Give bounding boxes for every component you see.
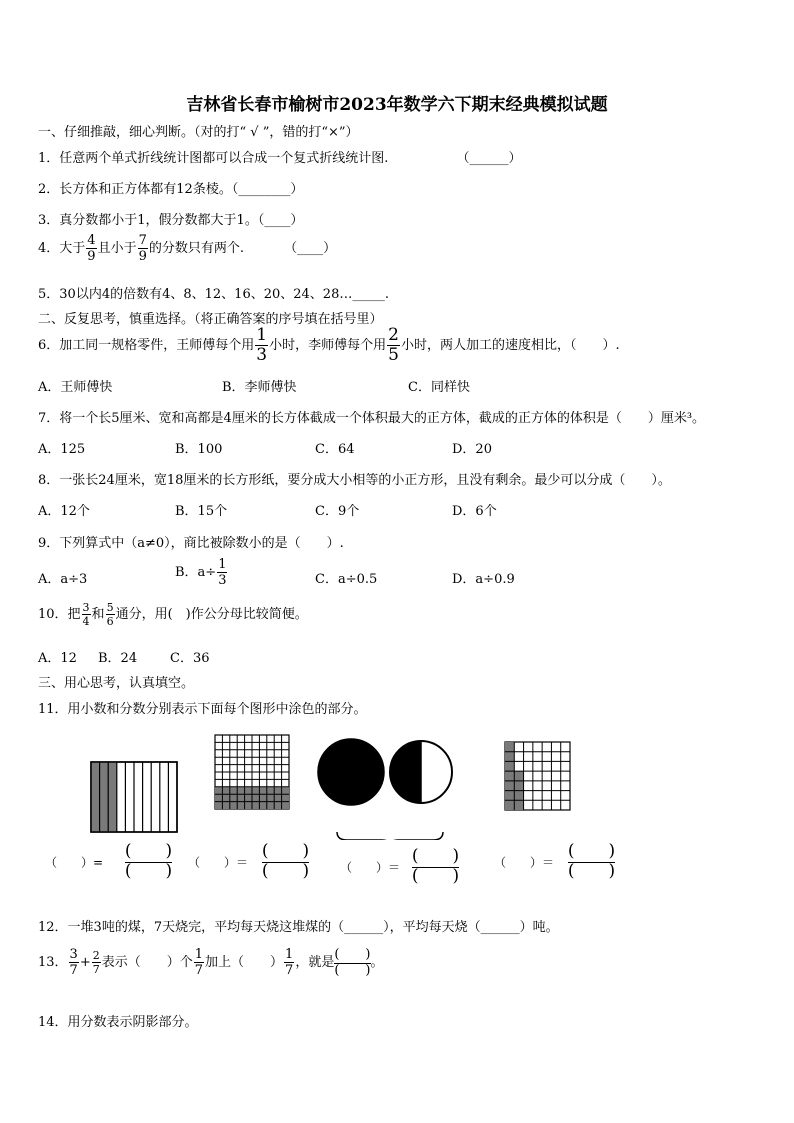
- answer-blank-1[interactable]: （ ）= $\frac{( )}{( )}$: [45, 841, 173, 881]
- question-2: 2．长方体和正方体都有12条棱。（________）: [38, 182, 304, 197]
- question-14: 14．用分数表示阴影部分。: [38, 1015, 198, 1030]
- answer-fraction-blank[interactable]: $\frac{( )}{( )}$: [334, 947, 371, 978]
- fraction: $\frac{1}{7}$: [285, 947, 294, 979]
- option-b[interactable]: B．100: [175, 442, 223, 457]
- option-d[interactable]: D．a÷0.9: [452, 572, 515, 587]
- fraction: $\frac{2}{7}$: [92, 949, 100, 977]
- fraction: $\frac{5}{6}$: [106, 601, 114, 628]
- question-8: 8．一张长24厘米，宽18厘米的长方形纸，要分成大小相等的小正方形，且没有剩余。最少可以分成（ ）。: [38, 473, 671, 488]
- answer-blank-2[interactable]: （ ）＝ $\frac{( )}{( )}$: [188, 841, 310, 881]
- question-12: 12．一堆3吨的煤，7天烧完，平均每天烧这堆煤的（______），平均每天烧（______）吨。: [38, 920, 559, 935]
- hundred-grid-figure: [215, 735, 289, 809]
- answer-blank-3[interactable]: （ ）＝ $\frac{( )}{( )}$: [340, 846, 460, 886]
- option-a[interactable]: A．12个: [38, 504, 90, 519]
- question-6: 6．加工同一规格零件，王师傅每个用 $\frac{1}{3}$ 小时，李师傅每个用 $\frac{2}{5}$ 小时，两人加工的速度相比，（ ）.: [38, 325, 620, 365]
- question-5: 5．30以内4的倍数有4、8、12、16、20、24、28…_____.: [38, 287, 389, 302]
- strip-rectangle-figure: [91, 762, 177, 832]
- question-11: 11．用小数和分数分别表示下面每个图形中涂色的部分。: [38, 702, 367, 717]
- option-a[interactable]: A．王师傅快: [38, 380, 113, 395]
- brace: [337, 832, 443, 840]
- option-d[interactable]: D．20: [452, 442, 492, 457]
- answer-blank[interactable]: （______）: [456, 151, 522, 166]
- partial-grid-figure: [505, 742, 570, 810]
- fraction: $\frac{1}{7}$: [194, 947, 204, 979]
- section-1-heading: 一、仔细推敲，细心判断。（对的打“ √ ”，错的打“×”）: [38, 125, 359, 140]
- question-9: 9．下列算式中（a≠0），商比被除数小的是（ ）.: [38, 536, 344, 551]
- question-3: 3．真分数都小于1，假分数都大于1。（____）: [38, 213, 304, 228]
- fraction: $\frac{1}{3}$: [256, 325, 268, 365]
- answer-blank[interactable]: （____）: [284, 241, 337, 256]
- option-a[interactable]: A．125: [38, 442, 86, 457]
- option-c[interactable]: C．9个: [315, 504, 360, 519]
- question-13: 13． $\frac{3}{7}$ + $\frac{2}{7}$ 表示（ ）个 $\frac{1}{7}$ 加上（ ） $\frac{1}{7}$ ，就是 $\frac{( )}{( )}$ 。: [38, 947, 384, 979]
- option-c[interactable]: C．同样快: [408, 380, 470, 395]
- fraction: $\frac{2}{5}$: [388, 325, 399, 365]
- option-b[interactable]: B．李师傅快: [222, 380, 297, 395]
- circles-figure: [318, 739, 452, 805]
- fraction: $\frac{3}{7}$: [69, 947, 78, 979]
- option-b[interactable]: B．a÷ $\frac{1}{3}$: [175, 557, 227, 588]
- section-2-heading: 二、反复思考，慎重选择。（将正确答案的序号填在括号里）: [38, 312, 383, 327]
- option-a[interactable]: A．a÷3: [38, 572, 88, 587]
- question-4: 4．大于 $\frac{4}{9}$ 且小于 $\frac{7}{9}$ 的分数只有两个. （____）: [38, 233, 337, 264]
- page-title: 吉林省长春市榆树市2023年数学六下期末经典模拟试题: [186, 95, 608, 115]
- question-1: 1．任意两个单式折线统计图都可以合成一个复式折线统计图. （______）: [38, 151, 522, 166]
- option-c[interactable]: C．64: [315, 442, 355, 457]
- option-a[interactable]: A．12: [38, 651, 77, 666]
- option-c[interactable]: C．a÷0.5: [315, 572, 378, 587]
- answer-blank-4[interactable]: （ ）＝ $\frac{( )}{( )}$: [494, 841, 616, 881]
- fraction: $\frac{7}{9}$: [138, 233, 147, 264]
- option-b[interactable]: B．15个: [175, 504, 228, 519]
- option-c[interactable]: C．36: [170, 651, 210, 666]
- section-3-heading: 三、用心思考，认真填空。: [38, 676, 195, 691]
- fraction: $\frac{4}{9}$: [87, 233, 96, 264]
- fraction: $\frac{1}{3}$: [218, 557, 227, 588]
- question-7: 7．将一个长5厘米、宽和高都是4厘米的长方体截成一个体积最大的正方体，截成的正方体的体积是（ ）厘米³。: [38, 411, 706, 426]
- option-b[interactable]: B．24: [98, 651, 138, 666]
- question-10: 10．把 $\frac{3}{4}$ 和 $\frac{5}{6}$ 通分，用( )作公分母比较简便。: [38, 601, 308, 628]
- shaded-figures: [0, 730, 794, 840]
- option-d[interactable]: D．6个: [452, 504, 497, 519]
- fraction: $\frac{3}{4}$: [82, 601, 90, 628]
